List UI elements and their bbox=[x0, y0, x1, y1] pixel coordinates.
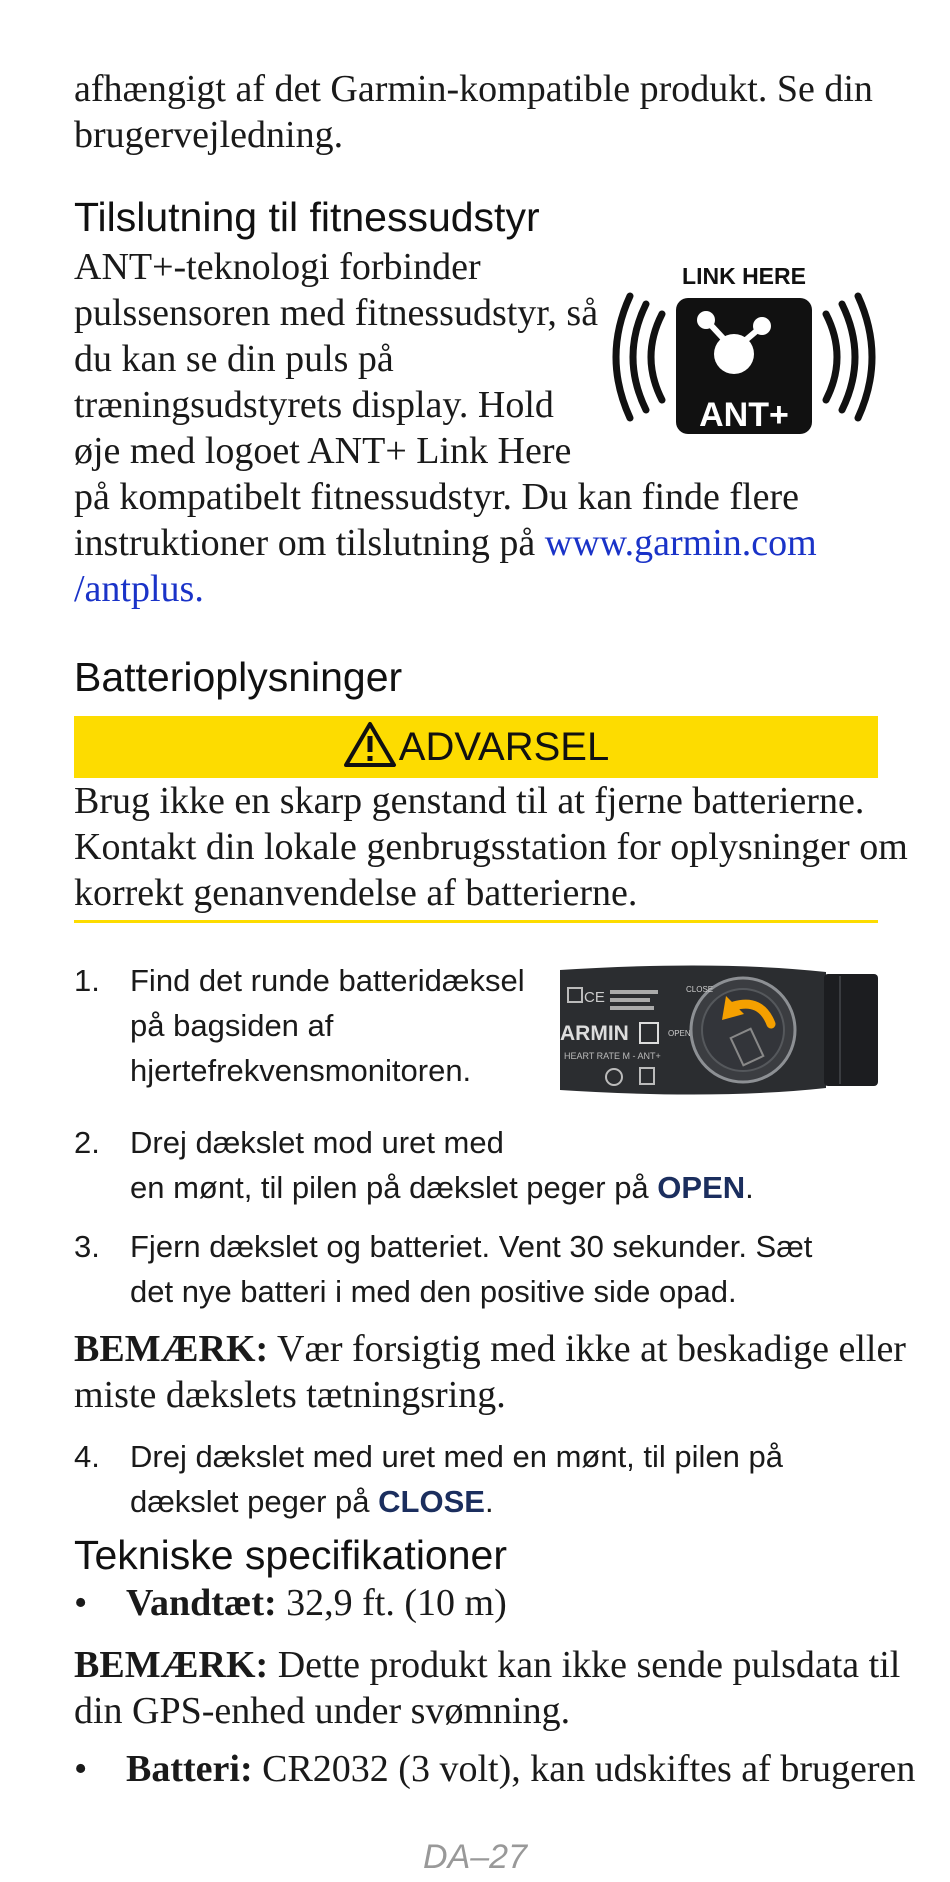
fitness-line-8 bbox=[74, 566, 204, 612]
fitness-line-1: ANT+-teknologi forbinder bbox=[74, 246, 481, 288]
specs-note-label: BEMÆRK: bbox=[74, 1644, 269, 1686]
step-2-number: 2. bbox=[74, 1125, 100, 1160]
garmin-link-end: . bbox=[194, 568, 204, 610]
device-model-text: HEART RATE M - ANT+ bbox=[564, 1051, 661, 1061]
close-keyword: CLOSE bbox=[378, 1484, 485, 1519]
step-3-number: 3. bbox=[74, 1229, 100, 1264]
fitness-heading: Tilslutning til fitnessudstyr bbox=[74, 194, 540, 240]
device-brand-text: ARMIN bbox=[560, 1022, 629, 1045]
device-close-text: CLOSE bbox=[686, 985, 714, 994]
specs-note-line-1 bbox=[74, 1642, 900, 1688]
warning-divider bbox=[74, 920, 878, 923]
garmin-link-part-1[interactable]: www.garmin.com bbox=[544, 522, 817, 564]
signal-waves-right bbox=[826, 296, 872, 418]
step-2-line-2-text: en mønt, til pilen på dækslet peger på bbox=[130, 1170, 658, 1205]
bullet-symbol: • bbox=[74, 1748, 88, 1790]
step-4 bbox=[0, 1434, 878, 1524]
step-1-line-2: på bagsiden af bbox=[130, 1008, 334, 1043]
page-number: DA–27 bbox=[423, 1838, 527, 1876]
bullet-symbol: • bbox=[74, 1582, 88, 1624]
logo-top-text: LINK HERE bbox=[682, 263, 806, 289]
step-2-line-1: Drej dækslet mod uret med bbox=[130, 1125, 504, 1160]
heart-rate-monitor-image bbox=[556, 962, 878, 1098]
device-open-text: OPEN bbox=[668, 1029, 691, 1038]
warning-triangle-icon bbox=[343, 720, 397, 768]
spec-battery-text bbox=[126, 1746, 915, 1792]
warning-banner bbox=[74, 716, 878, 778]
step-3-line-1: Fjern dækslet og batteriet. Vent 30 sekunder. Sæt bbox=[130, 1229, 813, 1264]
logo-bottom-text: ANT+ bbox=[699, 396, 789, 434]
open-keyword: OPEN bbox=[657, 1170, 746, 1205]
garmin-link-part-2[interactable]: /antplus bbox=[74, 568, 195, 610]
specs-note-line-2: din GPS-enhed under svømning. bbox=[74, 1690, 571, 1732]
warning-line-1: Brug ikke en skarp genstand til at fjerne batterierne. bbox=[74, 780, 865, 822]
spec-waterproof-text bbox=[126, 1580, 507, 1626]
fitness-line-2: pulssensoren med fitnessudstyr, så bbox=[74, 292, 599, 334]
warning-line-2: Kontakt din lokale genbrugsstation for oplysninger om bbox=[74, 826, 908, 868]
battery-note-line-1 bbox=[74, 1326, 906, 1372]
intro-line-1: afhængigt af det Garmin-kompatible produkt. Se din bbox=[74, 68, 873, 110]
waterproof-value: 32,9 ft. (10 m) bbox=[276, 1582, 507, 1624]
step-2-line-2-end: . bbox=[745, 1170, 754, 1205]
step-4-line-1: Drej dækslet med uret med en mønt, til pilen på bbox=[130, 1439, 783, 1474]
battery-label: Batteri: bbox=[126, 1748, 253, 1790]
specs-heading: Tekniske specifikationer bbox=[74, 1532, 507, 1578]
battery-note-text-1: Vær forsigtig med ikke at beskadige eller bbox=[268, 1328, 906, 1370]
warning-title: ADVARSEL bbox=[398, 725, 610, 769]
battery-value: CR2032 (3 volt), kan udskiftes af brugeren bbox=[252, 1748, 916, 1790]
svg-text:CE: CE bbox=[584, 989, 605, 1006]
warning-line-3: korrekt genanvendelse af batterierne. bbox=[74, 872, 638, 914]
fitness-line-3: du kan se din puls på bbox=[74, 338, 394, 380]
step-4-line-2-end: . bbox=[484, 1484, 494, 1519]
battery-heading: Batterioplysninger bbox=[74, 654, 403, 700]
step-3-line-2: det nye batteri i med den positive side opad. bbox=[130, 1274, 737, 1309]
step-2-line-2 bbox=[130, 1165, 754, 1210]
battery-note-line-2: miste dækslets tætningsring. bbox=[74, 1374, 506, 1416]
fitness-line-5: øje med logoet ANT+ Link Here bbox=[74, 430, 572, 472]
step-4-line-2 bbox=[130, 1479, 494, 1524]
battery-note-label: BEMÆRK: bbox=[74, 1328, 269, 1370]
fitness-line-6: på kompatibelt fitnessudstyr. Du kan finde flere bbox=[74, 476, 799, 518]
fitness-line-4: træningsudstyrets display. Hold bbox=[74, 384, 554, 426]
step-2 bbox=[0, 1120, 878, 1210]
step-1-line-1: Find det runde batteridæksel bbox=[130, 963, 525, 998]
intro-line-2: brugervejledning. bbox=[74, 114, 344, 156]
fitness-line-7-text: instruktioner om tilslutning på bbox=[74, 522, 545, 564]
step-1 bbox=[0, 958, 540, 1098]
step-1-number: 1. bbox=[74, 963, 100, 998]
specs-note-text-1: Dette produkt kan ikke sende pulsdata til bbox=[268, 1644, 901, 1686]
step-4-line-2-text: dækslet peger på bbox=[130, 1484, 379, 1519]
step-1-line-3: hjertefrekvensmonitoren. bbox=[130, 1053, 472, 1088]
fitness-line-7 bbox=[74, 520, 817, 566]
spec-waterproof bbox=[0, 1580, 900, 1626]
ant-link-here-logo bbox=[610, 262, 878, 454]
step-3 bbox=[0, 1224, 878, 1314]
spec-battery bbox=[0, 1746, 916, 1792]
signal-waves-left bbox=[616, 296, 662, 418]
waterproof-label: Vandtæt: bbox=[126, 1582, 277, 1624]
step-4-number: 4. bbox=[74, 1439, 100, 1474]
